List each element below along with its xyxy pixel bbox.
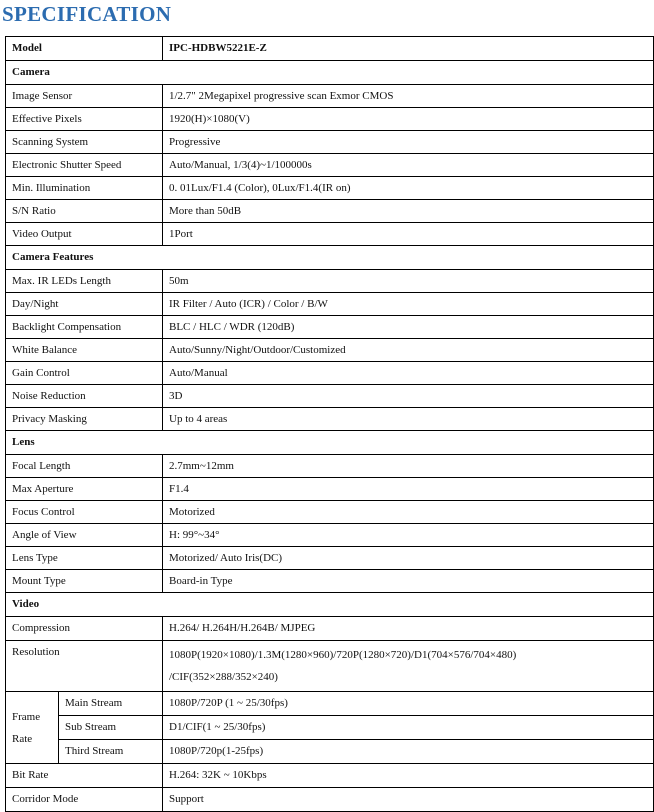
spec-label: Resolution xyxy=(6,641,163,692)
spec-value: F1.4 xyxy=(163,478,654,501)
spec-row xyxy=(6,478,654,501)
stream-label: Sub Stream xyxy=(59,716,163,740)
spec-label: Video Output xyxy=(6,223,163,246)
stream-value: D1/CIF(1 ~ 25/30fps) xyxy=(163,716,654,740)
spec-value: 2.7mm~12mm xyxy=(163,455,654,478)
spec-value: H.264: 32K ~ 10Kbps xyxy=(163,764,654,788)
spec-row xyxy=(6,177,654,200)
section-row xyxy=(6,431,654,455)
resolution-row xyxy=(6,641,654,692)
stream-value: 1080P/720P (1 ~ 25/30fps) xyxy=(163,692,654,716)
spec-label: Focal Length xyxy=(6,455,163,478)
spec-label: S/N Ratio xyxy=(6,200,163,223)
spec-value: Auto/Sunny/Night/Outdoor/Customized xyxy=(163,339,654,362)
section-row xyxy=(6,593,654,617)
spec-row xyxy=(6,524,654,547)
stream-label: Third Stream xyxy=(59,740,163,764)
spec-value: H.264/ H.264H/H.264B/ MJPEG xyxy=(163,617,654,641)
spec-value: More than 50dB xyxy=(163,200,654,223)
spec-label: Electronic Shutter Speed xyxy=(6,154,163,177)
stream-label: Main Stream xyxy=(59,692,163,716)
section-video: Video xyxy=(6,593,654,617)
frame-rate-label-line: Rate xyxy=(12,732,33,745)
spec-row xyxy=(6,408,654,431)
spec-row xyxy=(6,455,654,478)
spec-row xyxy=(6,223,654,246)
frame-rate-row xyxy=(6,692,654,716)
frame-rate-label xyxy=(6,692,59,764)
spec-row xyxy=(6,764,654,788)
frame-rate-row xyxy=(6,740,654,764)
spec-value: 50m xyxy=(163,270,654,293)
spec-value: 1Port xyxy=(163,223,654,246)
resolution-line: 1080P(1920×1080)/1.3M(1280×960)/720P(1280×720)/D1(704×576/704×480) xyxy=(169,649,517,661)
spec-row xyxy=(6,385,654,408)
spec-row xyxy=(6,570,654,593)
spec-row xyxy=(6,362,654,385)
spec-value: 1920(H)×1080(V) xyxy=(163,108,654,131)
model-label: Model xyxy=(6,37,163,61)
spec-value: Auto/Manual xyxy=(163,362,654,385)
spec-label: Min. Illumination xyxy=(6,177,163,200)
spec-value: H: 99°~34° xyxy=(163,524,654,547)
spec-row xyxy=(6,339,654,362)
spec-label: Day/Night xyxy=(6,293,163,316)
spec-label: Effective Pixels xyxy=(6,108,163,131)
spec-label: Angle of View xyxy=(6,524,163,547)
spec-label: Mount Type xyxy=(6,570,163,593)
frame-rate-label-line: Frame xyxy=(12,710,41,723)
spec-row xyxy=(6,108,654,131)
spec-row xyxy=(6,617,654,641)
spec-value: Motorized/ Auto Iris(DC) xyxy=(163,547,654,570)
model-value: IPC-HDBW5221E-Z xyxy=(163,37,654,61)
spec-label: Compression xyxy=(6,617,163,641)
spec-value: 3D xyxy=(163,385,654,408)
spec-row xyxy=(6,85,654,108)
spec-row xyxy=(6,547,654,570)
spec-row xyxy=(6,154,654,177)
spec-value: Auto/Manual, 1/3(4)~1/100000s xyxy=(163,154,654,177)
spec-label: Image Sensor xyxy=(6,85,163,108)
stream-value: 1080P/720p(1-25fps) xyxy=(163,740,654,764)
resolution-line: /CIF(352×288/352×240) xyxy=(169,671,278,683)
spec-label: Focus Control xyxy=(6,501,163,524)
spec-label: Privacy Masking xyxy=(6,408,163,431)
spec-label: Max Aperture xyxy=(6,478,163,501)
spec-value: Progressive xyxy=(163,131,654,154)
spec-table xyxy=(5,36,654,812)
spec-row xyxy=(6,316,654,339)
spec-row xyxy=(6,501,654,524)
spec-row xyxy=(6,788,654,812)
section-camera: Camera xyxy=(6,61,654,85)
spec-label: Bit Rate xyxy=(6,764,163,788)
frame-rate-row xyxy=(6,716,654,740)
section-lens: Lens xyxy=(6,431,654,455)
spec-value: BLC / HLC / WDR (120dB) xyxy=(163,316,654,339)
spec-label: Gain Control xyxy=(6,362,163,385)
spec-label: Corridor Mode xyxy=(6,788,163,812)
spec-label: Noise Reduction xyxy=(6,385,163,408)
section-row xyxy=(6,246,654,270)
spec-label: White Balance xyxy=(6,339,163,362)
spec-row xyxy=(6,200,654,223)
spec-row xyxy=(6,270,654,293)
spec-label: Scanning System xyxy=(6,131,163,154)
page-title: SPECIFICATION xyxy=(2,2,172,26)
spec-value: Up to 4 areas xyxy=(163,408,654,431)
spec-value: Motorized xyxy=(163,501,654,524)
spec-value: Support xyxy=(163,788,654,812)
spec-label: Lens Type xyxy=(6,547,163,570)
model-row xyxy=(6,37,654,61)
spec-label: Max. IR LEDs Length xyxy=(6,270,163,293)
section-row xyxy=(6,61,654,85)
resolution-value xyxy=(163,641,654,692)
spec-label: Backlight Compensation xyxy=(6,316,163,339)
spec-row xyxy=(6,293,654,316)
spec-value: 0. 01Lux/F1.4 (Color), 0Lux/F1.4(IR on) xyxy=(163,177,654,200)
spec-value: 1/2.7" 2Megapixel progressive scan Exmor CMOS xyxy=(163,85,654,108)
spec-value: Board-in Type xyxy=(163,570,654,593)
spec-row xyxy=(6,131,654,154)
section-camera-features: Camera Features xyxy=(6,246,654,270)
spec-value: IR Filter / Auto (ICR) / Color / B/W xyxy=(163,293,654,316)
